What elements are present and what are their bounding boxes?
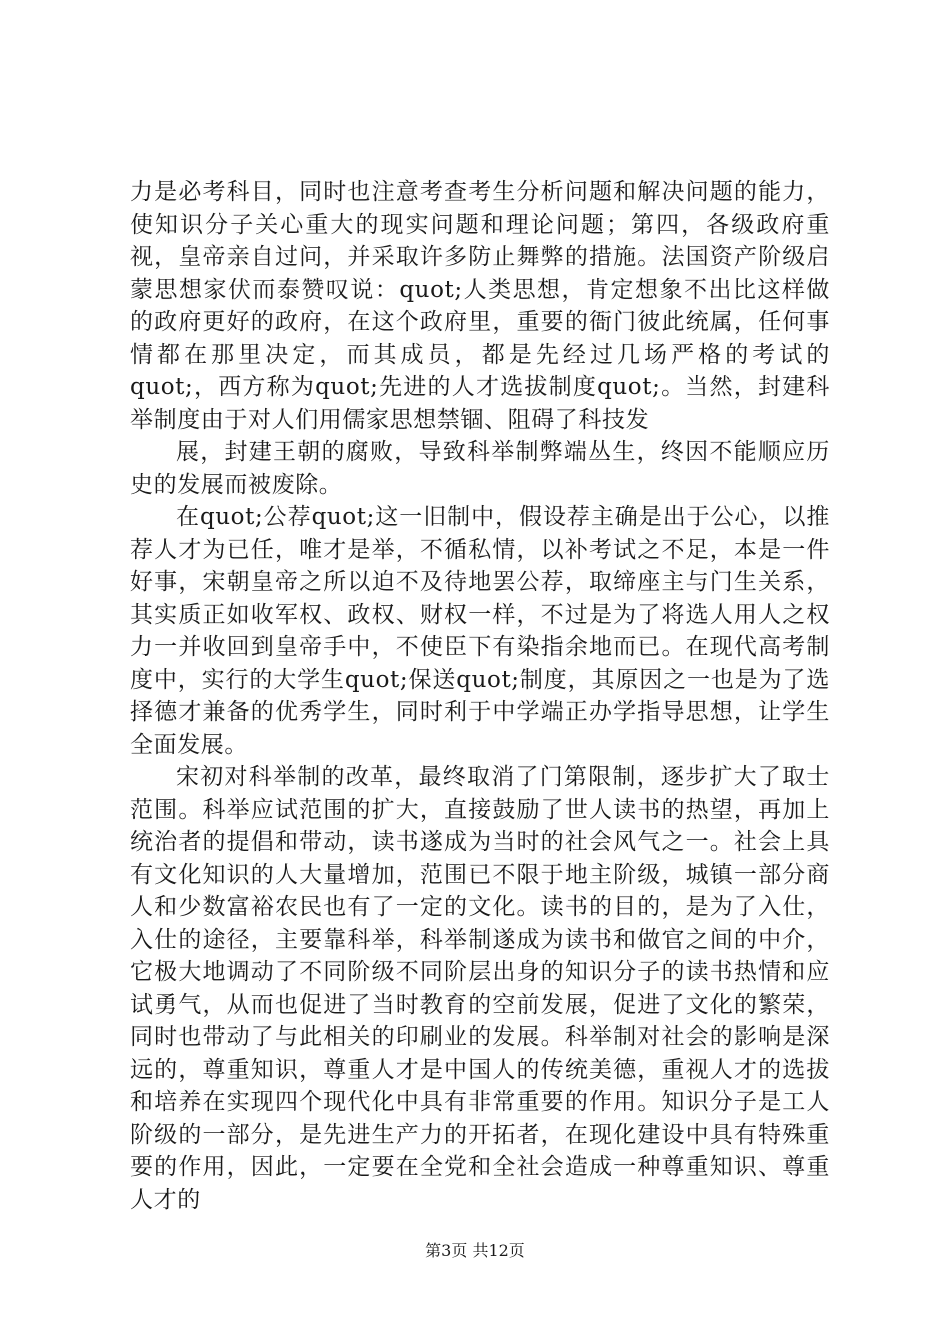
paragraph-continued: 力是必考科目，同时也注意考查考生分析问题和解决问题的能力，使知识分子关心重大的现实问题和理论问题；第四，各级政府重视，皇帝亲自过问，并采取许多防止舞弊的措施。法国资产阶级启蒙思想家伏而泰赞叹说：quot;人类思想，肯定想象不出比这样做的政府更好的政府，在这个政府里，重要的衙门彼此统属，任何事情都在那里决定，而其成员，都是先经过几场严格的考试的quot;，西方称为quot;先进的人才选拔制度quot;。当然，封建科举制度由于对人们用儒家思想禁锢、阻碍了科技发 [130, 179, 830, 433]
document-body [130, 176, 830, 1216]
paragraph: 宋初对科举制的改革，最终取消了门第限制，逐步扩大了取士范围。科举应试范围的扩大，直接鼓励了世人读书的热望，再加上统治者的提倡和带动，读书遂成为当时的社会风气之一。社会上具有文化知识的人大量增加，范围已不限于地主阶级，城镇一部分商人和少数富裕农民也有了一定的文化。读书的目的，是为了入仕，入仕的途径，主要靠科举，科举制遂成为读书和做官之间的中介，它极大地调动了不同阶级不同阶层出身的知识分子的读书热情和应试勇气，从而也促进了当时教育的空前发展，促进了文化的繁荣，同时也带动了与此相关的印刷业的发展。科举制对社会的影响是深远的，尊重知识，尊重人才是中国人的传统美德，重视人才的选拔和培养在实现四个现代化中具有非常重要的作用。知识分子是工人阶级的一部分，是先进生产力的开拓者，在现化建设中具有特殊重要的作用，因此，一定要在全党和全社会造成一种尊重知识、尊重人才的 [130, 764, 830, 1213]
page-number-footer: 第3页 共12页 [425, 1241, 525, 1260]
paragraph: 在quot;公荐quot;这一旧制中，假设荐主确是出于公心，以推荐人才为已任，唯才是举，不循私情，以补考试之不足，本是一件好事，宋朝皇帝之所以迫不及待地罢公荐，取缔座主与门生关系，其实质正如收军权、政权、财权一样，不过是为了将选人用人之权力一并收回到皇帝手中，不使臣下有染指余地而已。在现代高考制度中，实行的大学生quot;保送quot;制度，其原因之一也是为了选择德才兼备的优秀学生，同时利于中学端正办学指导思想，让学生全面发展。 [130, 504, 830, 758]
paragraph: 展，封建王朝的腐败，导致科举制弊端丛生，终因不能顺应历史的发展而被废除。 [130, 439, 830, 498]
